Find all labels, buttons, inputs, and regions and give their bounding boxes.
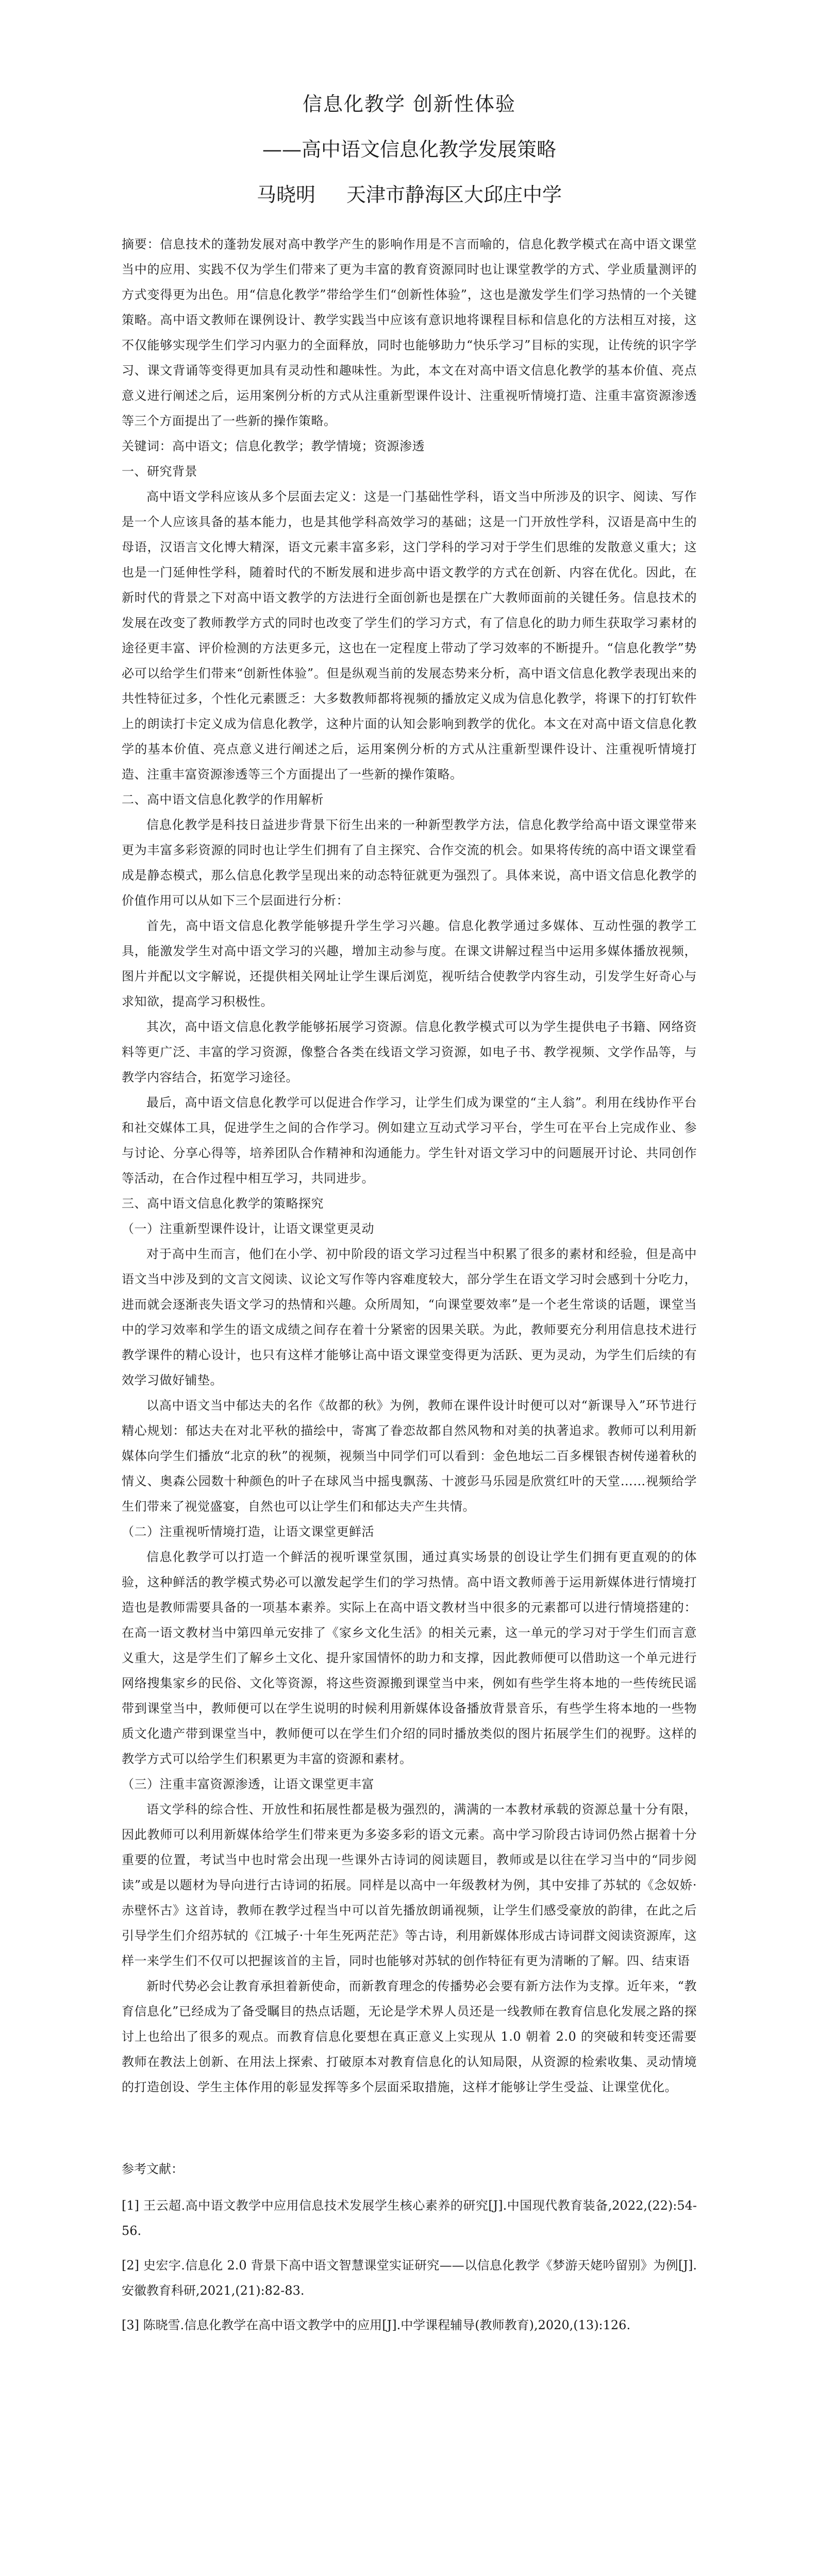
paragraph: 首先，高中语文信息化教学能够提升学生学习兴趣。信息化教学通过多媒体、互动性强的教学工具，能激发学生对高中语文学习的兴趣，增加主动参与度。在课文讲解过程当中运用多媒体播放视频，图片并配以文字解说，还提供相关网址让学生课后浏览，视听结合使教学内容生动，引发学生好奇心与求知欲，提高学习积极性。 [122,919,697,1009]
subsection-heading: （二）注重视听情境打造，让语文课堂更鲜活 [122,1524,374,1539]
section-heading: 二、高中语文信息化教学的作用解析 [122,792,324,807]
reference-item: [2] 史宏字.信息化 2.0 背景下高中语文智慧课堂实证研究——以信息化教学《梦游天姥吟留别》为例[J].安徽教育科研,2021,(21):82-83. [122,2258,697,2298]
section-heading: 三、高中语文信息化教学的策略探究 [122,1196,324,1211]
paragraph: 其次，高中语文信息化教学能够拓展学习资源。信息化教学模式可以为学生提供电子书籍、网络资料等更广泛、丰富的学习资源，像整合各类在线语文学习资源，如电子书、教学视频、文学作品等，与教学内容结合，拓宽学习途径。 [122,1020,697,1084]
paragraph: 语文学科的综合性、开放性和拓展性都是极为强烈的，满满的一本教材承载的资源总量十分有限，因此教师可以利用新媒体给学生们带来更为多姿多彩的语文元素。高中学习阶段古诗词仍然占据着十分重要的位置，考试当中也时常会出现一些课外古诗词的阅读题目，教师或是以往在学习当中的“同步阅读”或是以题材为导向进行古诗词的拓展。同样是以高中一年级教材为例，其中安排了苏轼的《念奴娇·赤壁怀古》这首诗，教师在教学过程当中可以首先播放朗诵视频，让学生们感受豪放的韵律，在此之后引导学生们介绍苏轼的《江城子·十年生死两茫茫》等古诗，利用新媒体形成古诗词群文阅读资源库，这样一来学生们不仅可以把握该首的主旨，同时也能够对苏轼的创作特征有更为清晰的了解。四、结束语 [122,1802,697,1968]
paragraph: 信息化教学是科技日益进步背景下衍生出来的一种新型教学方法，信息化教学给高中语文课堂带来更为丰富多彩资源的同时也让学生们拥有了自主探究、合作交流的机会。如果将传统的高中语文课堂看成是静态模式，那么信息化教学呈现出来的动态特征就更为强烈了。具体来说，高中语文信息化教学的价值作用可以从如下三个层面进行分析： [122,818,697,908]
article-title: 信息化教学 创新性体验 [302,93,516,115]
author-affiliation: 天津市静海区大邱庄中学 [346,183,562,206]
keywords: 关键词：高中语文；信息化教学；教学情境；资源渗透 [122,439,425,453]
reference-item: [3] 陈晓雪.信息化教学在高中语文教学中的应用[J].中学课程辅导(教师教育),2020,(13):126. [122,2318,631,2332]
subsection-heading: （三）注重丰富资源渗透，让语文课堂更丰富 [122,1777,374,1791]
references [122,2157,697,2338]
references-title: 参考文献： [122,2162,183,2176]
abstract: 摘要：信息技术的蓬勃发展对高中教学产生的影响作用是不言而喻的，信息化教学模式在高中语文课堂当中的应用、实践不仅为学生们带来了更为丰富的教育资源同时也让课堂教学的方式、学业质量测评的方式变得更为出色。用“信息化教学”带给学生们“创新性体验”，这也是激发学生们学习热情的一个关键策略。高中语文教师在课例设计、教学实践当中应该有意识地将课程目标和信息化的方法相互对接，这不仅能够实现学生们学习内驱力的全面释放，同时也能够助力“快乐学习”目标的实现，让传统的识字学习、课文背诵等变得更加具有灵动性和趣味性。为此，本文在对高中语文信息化教学的基本价值、亮点意义进行阐述之后，运用案例分析的方式从注重新型课件设计、注重视听情境打造、注重丰富资源渗透等三个方面提出了一些新的操作策略。 [122,237,697,428]
subsection-heading: （一）注重新型课件设计，让语文课堂更灵动 [122,1222,374,1236]
article-subtitle: ——高中语文信息化教学发展策略 [262,138,556,161]
article-body [122,88,697,2347]
paragraph: 新时代势必会让教育承担着新使命，而新教育理念的传播势必会要有新方法作为支撑。近年来，“教育信息化”已经成为了备受瞩目的热点话题，无论是学术界人员还是一线教师在教育信息化发展之路的探讨上也给出了很多的观点。而教育信息化要想在真正意义上实现从 1.0 朝着 2.0 的突破和转变还需要教师在教法上创新、在用法上探索、打破原本对教育信息化的认知局限，从资源的检索收集、灵动情境的打造创设、学生主体作用的彰显发挥等多个层面采取措施，这样才能够让学生受益、让课堂优化。 [122,1979,697,2094]
author-line [122,178,697,211]
paragraph: 对于高中生而言，他们在小学、初中阶段的语文学习过程当中积累了很多的素材和经验，但是高中语文当中涉及到的文言文阅读、议论文写作等内容难度较大，部分学生在语文学习时会感到十分吃力，进而就会逐渐丧失语文学习的热情和兴趣。众所周知，“向课堂要效率”是一个老生常谈的话题，课堂当中的学习效率和学生的语文成绩之间存在着十分紧密的因果关联。为此，教师要充分利用信息技术进行教学课件的精心设计，也只有这样才能够让高中语文课堂变得更为活跃、更为灵动，为学生们后续的有效学习做好铺垫。 [122,1247,697,1387]
paragraph: 高中语文学科应该从多个层面去定义：这是一门基础性学科，语文当中所涉及的识字、阅读、写作是一个人应该具备的基本能力，也是其他学科高效学习的基础；这是一门开放性学科，汉语是高中生的母语，汉语言文化博大精深，语文元素丰富多彩，这门学科的学习对于学生们思维的发散意义重大；这也是一门延伸性学科，随着时代的不断发展和进步高中语文教学的方式在创新、内容在优化。因此，在新时代的背景之下对高中语文教学的方法进行全面创新也是摆在广大教师面前的关键任务。信息技术的发展在改变了教师教学方式的同时也改变了学生们的学习方式，有了信息化的助力师生获取学习素材的途径更丰富、评价检测的方法更多元，这也在一定程度上带动了学习效率的不断提升。“信息化教学”势必可以给学生们带来“创新性体验”。但是纵观当前的发展态势来分析，高中语文信息化教学表现出来的共性特征过多，个性化元素匮乏：大多数教师都将视频的播放定义成为信息化教学，将课下的打钉软件上的朗读打卡定义成为信息化教学，这种片面的认知会影响到教学的优化。本文在对高中语文信息化教学的基本价值、亮点意义进行阐述之后，运用案例分析的方式从注重新型课件设计、注重视听情境打造、注重丰富资源渗透等三个方面提出了一些新的操作策略。 [122,489,697,782]
author-name: 马晓明 [256,183,315,206]
paragraph: 最后，高中语文信息化教学可以促进合作学习，让学生们成为课堂的“主人翁”。利用在线协作平台和社交媒体工具，促进学生之间的合作学习。例如建立互动式学习平台，学生可在平台上完成作业、参与讨论、分享心得等，培养团队合作精神和沟通能力。学生针对语文学习中的问题展开讨论、共同创作等活动，在合作过程中相互学习，共同进步。 [122,1095,697,1185]
paragraph: 信息化教学可以打造一个鲜活的视听课堂氛围，通过真实场景的创设让学生们拥有更直观的的体验，这种鲜活的教学模式势必可以激发起学生们的学习热情。高中语文教师善于运用新媒体进行情境打造也是教师需要具备的一项基本素养。实际上在高中语文教材当中很多的元素都可以进行情境搭建的：在高一语文教材当中第四单元安排了《家乡文化生活》的相关元素，这一单元的学习对于学生们而言意义重大，这是学生们了解乡土文化、提升家国情怀的助力和支撑，因此教师便可以借助这一个单元进行网络搜集家乡的民俗、文化等资源，将这些资源搬到课堂当中来，例如有些学生将本地的一些传统民谣带到课堂当中，教师便可以在学生说明的时候利用新媒体设备播放背景音乐，有些学生将本地的一些物质文化遗产带到课堂当中，教师便可以在学生们介绍的同时播放类似的图片拓展学生们的视野。这样的教学方式可以给学生们积累更为丰富的资源和素材。 [122,1550,697,1766]
section-heading: 一、研究背景 [122,464,197,479]
paragraph: 以高中语文当中郁达夫的名作《故都的秋》为例，教师在课件设计时便可以对“新课导入”环节进行精心规划：郁达夫在对北平秋的描绘中，寄寓了眷恋故都自然风物和对美的执著追求。教师可以利用新媒体向学生们播放“北京的秋”的视频，视频当中同学们可以看到：金色地坛二百多棵银杏树传递着秋的情义、奥森公园数十种颜色的叶子在球风当中摇曳飘荡、十渡彭马乐园是欣赏红叶的天堂……视频给学生们带来了视觉盛宴，自然也可以让学生们和郁达夫产生共情。 [122,1398,697,1514]
reference-item: [1] 王云超.高中语文教学中应用信息技术发展学生核心素养的研究[J].中国现代教育装备,2022,(22):54-56. [122,2198,697,2238]
